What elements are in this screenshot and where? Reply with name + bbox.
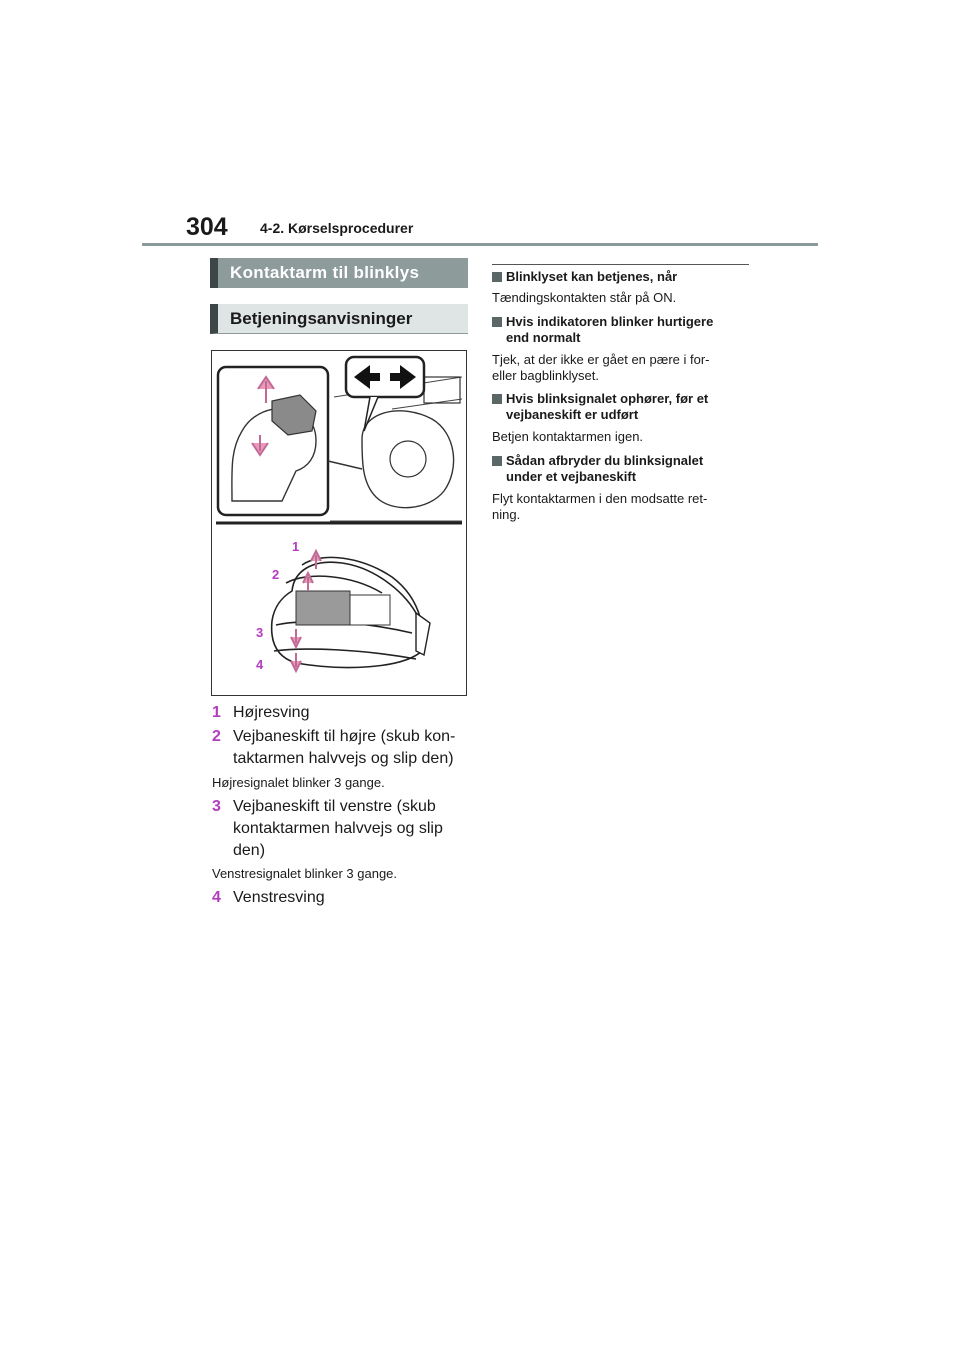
step-number: 3 [212, 798, 221, 815]
section-label: 4-2. Kørselsprocedurer [260, 220, 414, 236]
dashboard-lines [330, 377, 462, 521]
figure-label-4: 4 [256, 657, 264, 672]
header-rule [142, 243, 818, 246]
square-bullet-icon [492, 394, 502, 404]
steering-hub [390, 441, 426, 477]
step-text: Vejbaneskift til venstre (skub kontaktarmen halvvejs og slip den) [233, 798, 443, 859]
page-number: 304 [186, 213, 228, 241]
figure-label-3: 3 [256, 625, 264, 640]
lever-pointer-line [328, 461, 362, 469]
illustration-svg [212, 351, 468, 697]
subsection-bar [210, 304, 468, 334]
square-bullet-icon [492, 456, 502, 466]
subsection-title: Betjeningsanvisninger [230, 309, 413, 328]
figure-label-1: 1 [292, 539, 300, 554]
info-body-3: Betjen kontaktarmen igen. [492, 429, 644, 444]
figure-label-2: 2 [272, 567, 280, 582]
info-body-4: Flyt kontaktarmen i den modsatte ret- ning. [492, 491, 708, 522]
lever-switch-white [350, 595, 390, 625]
steering-wheel-outline [362, 411, 454, 508]
info-body-2: Tjek, at der ikke er gået en pære i for- eller bagblinklyset. [492, 352, 710, 383]
info-body-1: Tændingskontakten står på ON. [492, 290, 677, 305]
note-after-step-2: Højresignalet blinker 3 gange. [212, 775, 385, 790]
section-title: Kontaktarm til blinklys [230, 263, 420, 282]
step-number: 4 [212, 889, 221, 906]
square-bullet-icon [492, 272, 502, 282]
display-screen [424, 377, 460, 403]
right-column-rule [492, 264, 749, 265]
square-bullet-icon [492, 317, 502, 327]
step-number: 2 [212, 728, 221, 745]
turn-signal-lever-illustration [211, 350, 467, 696]
step-number: 1 [212, 704, 221, 721]
callout-pointer [364, 397, 378, 431]
note-after-step-3: Venstresignalet blinker 3 gange. [212, 866, 398, 881]
lever-switch-grey [296, 591, 350, 625]
lever-base [416, 613, 430, 655]
step-text: Højresving [233, 704, 310, 721]
section-title-bar [210, 258, 468, 288]
step-text: Vejbaneskift til højre (skub kon- taktarmen halvvejs og slip den) [233, 728, 456, 767]
step-text: Venstresving [233, 889, 325, 906]
